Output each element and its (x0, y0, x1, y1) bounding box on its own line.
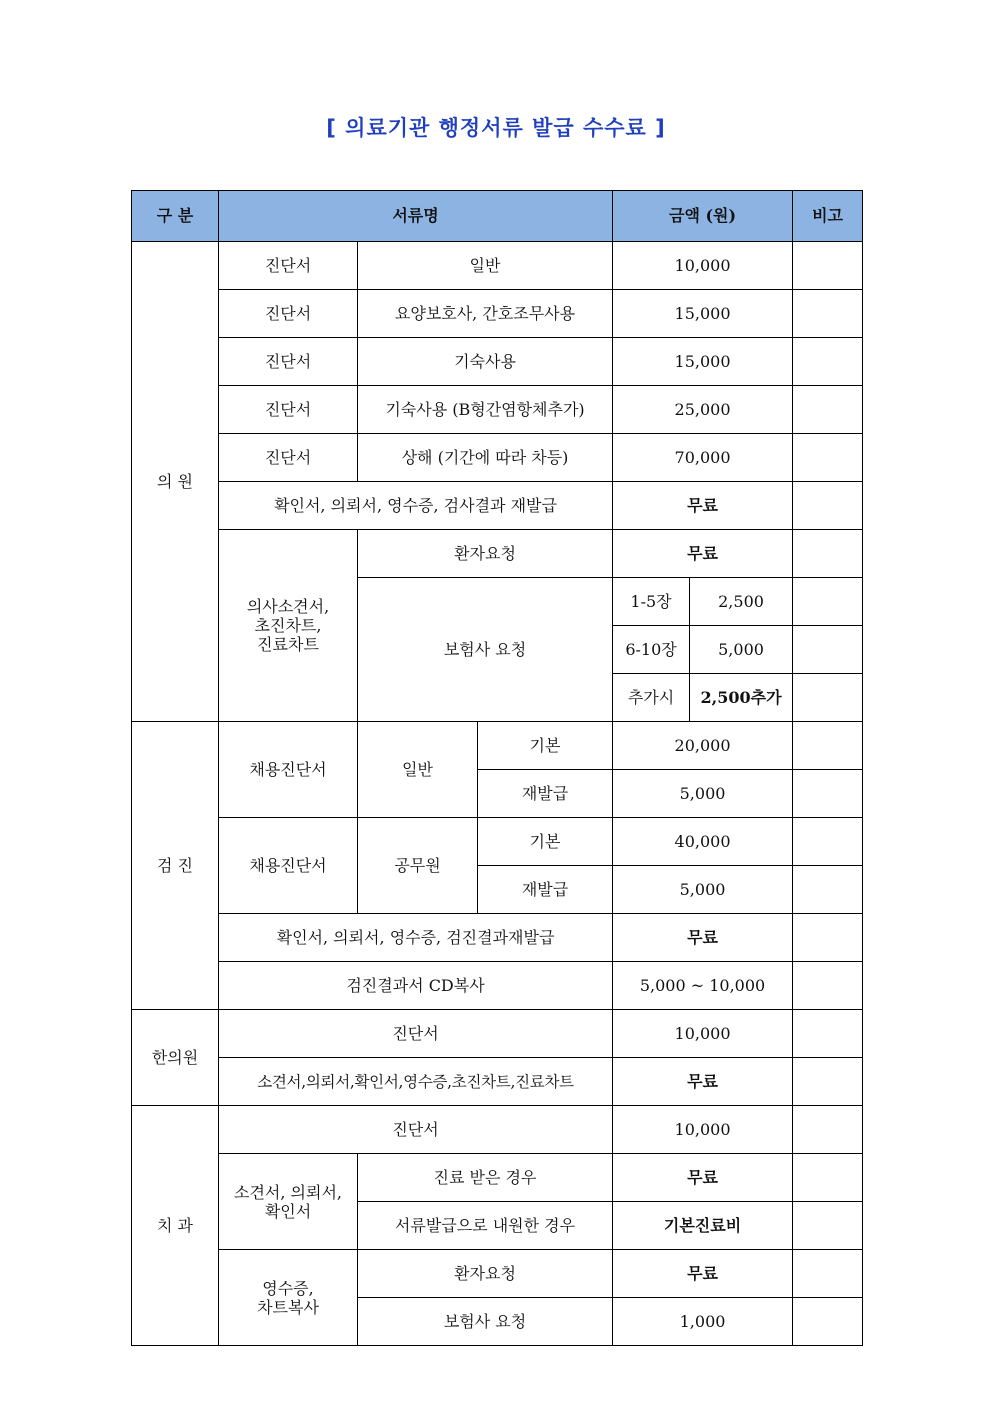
header-doc-name: 서류명 (219, 191, 613, 242)
sub-label-cell: 재발급 (478, 770, 613, 818)
doc-cell: 확인서, 의뢰서, 영수증, 검진결과재발급 (219, 914, 613, 962)
doc-cell: 영수증, 차트복사 (219, 1250, 358, 1346)
amount-cell: 70,000 (613, 434, 793, 482)
tier-range-cell: 추가시 (613, 674, 690, 722)
doc-cell: 진단서 (219, 434, 358, 482)
amount-cell: 무료 (613, 482, 793, 530)
note-cell (793, 338, 863, 386)
detail-cell: 환자요청 (358, 530, 613, 578)
category-clinic: 의 원 (132, 242, 219, 722)
table-row (132, 338, 863, 386)
category-dental: 치 과 (132, 1106, 219, 1346)
note-cell (793, 1154, 863, 1202)
table-row (132, 1058, 863, 1106)
doc-cell: 채용진단서 (219, 818, 358, 914)
amount-cell: 20,000 (613, 722, 793, 770)
amount-cell: 10,000 (613, 1010, 793, 1058)
detail-cell: 기숙사용 (358, 338, 613, 386)
amount-cell: 15,000 (613, 290, 793, 338)
table-row (132, 386, 863, 434)
note-cell (793, 818, 863, 866)
doc-cell: 진단서 (219, 1010, 613, 1058)
note-cell (793, 674, 863, 722)
doc-cell: 진단서 (219, 386, 358, 434)
table-row (132, 242, 863, 290)
doc-cell: 진단서 (219, 290, 358, 338)
amount-cell: 무료 (613, 1154, 793, 1202)
sub-label-cell: 기본 (478, 818, 613, 866)
tier-range-cell: 1-5장 (613, 578, 690, 626)
note-cell (793, 1010, 863, 1058)
note-cell (793, 242, 863, 290)
doc-cell: 소견서, 의뢰서, 확인서 (219, 1154, 358, 1250)
amount-cell: 10,000 (613, 1106, 793, 1154)
header-row (132, 191, 863, 242)
note-cell (793, 1250, 863, 1298)
table-row (132, 1010, 863, 1058)
note-cell (793, 386, 863, 434)
amount-cell: 1,000 (613, 1298, 793, 1346)
sub-label-cell: 기본 (478, 722, 613, 770)
detail-cell: 일반 (358, 242, 613, 290)
detail-cell: 기숙사용 (B형간염항체추가) (358, 386, 613, 434)
amount-cell: 무료 (613, 914, 793, 962)
note-cell (793, 578, 863, 626)
amount-cell: 5,000 ~ 10,000 (613, 962, 793, 1010)
note-cell (793, 482, 863, 530)
header-amount: 금액 (원) (613, 191, 793, 242)
table-row (132, 290, 863, 338)
table-row (132, 962, 863, 1010)
amount-cell: 10,000 (613, 242, 793, 290)
note-cell (793, 770, 863, 818)
detail-cell: 요양보호사, 간호조무사용 (358, 290, 613, 338)
amount-cell: 5,000 (613, 770, 793, 818)
amount-cell: 15,000 (613, 338, 793, 386)
tier-amount-cell: 2,500 (690, 578, 793, 626)
note-cell (793, 722, 863, 770)
note-cell (793, 866, 863, 914)
note-cell (793, 626, 863, 674)
doc-cell: 확인서, 의뢰서, 영수증, 검사결과 재발급 (219, 482, 613, 530)
note-cell (793, 530, 863, 578)
note-cell (793, 1106, 863, 1154)
tier-amount-cell: 5,000 (690, 626, 793, 674)
header-note: 비고 (793, 191, 863, 242)
amount-cell: 무료 (613, 1058, 793, 1106)
amount-cell: 25,000 (613, 386, 793, 434)
sub-label-cell: 재발급 (478, 866, 613, 914)
doc-cell: 의사소견서, 초진차트, 진료차트 (219, 530, 358, 722)
table-row (132, 1250, 863, 1298)
table-row (132, 1154, 863, 1202)
detail-cell: 진료 받은 경우 (358, 1154, 613, 1202)
table-row (132, 1106, 863, 1154)
amount-cell: 무료 (613, 1250, 793, 1298)
detail-cell: 보험사 요청 (358, 578, 613, 722)
doc-cell: 진단서 (219, 338, 358, 386)
note-cell (793, 914, 863, 962)
detail-cell: 보험사 요청 (358, 1298, 613, 1346)
note-cell (793, 290, 863, 338)
doc-cell: 검진결과서 CD복사 (219, 962, 613, 1010)
type-cell: 일반 (358, 722, 478, 818)
detail-cell: 상해 (기간에 따라 차등) (358, 434, 613, 482)
table-row (132, 818, 863, 866)
table-row (132, 434, 863, 482)
table-row (132, 482, 863, 530)
doc-cell: 진단서 (219, 242, 358, 290)
note-cell (793, 962, 863, 1010)
category-checkup: 검 진 (132, 722, 219, 1010)
note-cell (793, 434, 863, 482)
table-row (132, 530, 863, 578)
fee-table (131, 190, 863, 1346)
doc-cell: 소견서,의뢰서,확인서,영수증,초진차트,진료차트 (219, 1058, 613, 1106)
detail-cell: 환자요청 (358, 1250, 613, 1298)
type-cell: 공무원 (358, 818, 478, 914)
header-category: 구 분 (132, 191, 219, 242)
note-cell (793, 1058, 863, 1106)
note-cell (793, 1298, 863, 1346)
amount-cell: 40,000 (613, 818, 793, 866)
table-row (132, 914, 863, 962)
table-row (132, 722, 863, 770)
doc-cell: 진단서 (219, 1106, 613, 1154)
tier-range-cell: 6-10장 (613, 626, 690, 674)
amount-cell: 5,000 (613, 866, 793, 914)
amount-cell: 기본진료비 (613, 1202, 793, 1250)
doc-cell: 채용진단서 (219, 722, 358, 818)
category-oriental: 한의원 (132, 1010, 219, 1106)
page-title: [ 의료기관 행정서류 발급 수수료 ] (326, 116, 666, 140)
detail-cell: 서류발급으로 내원한 경우 (358, 1202, 613, 1250)
amount-cell: 무료 (613, 530, 793, 578)
note-cell (793, 1202, 863, 1250)
tier-amount-cell: 2,500추가 (690, 674, 793, 722)
